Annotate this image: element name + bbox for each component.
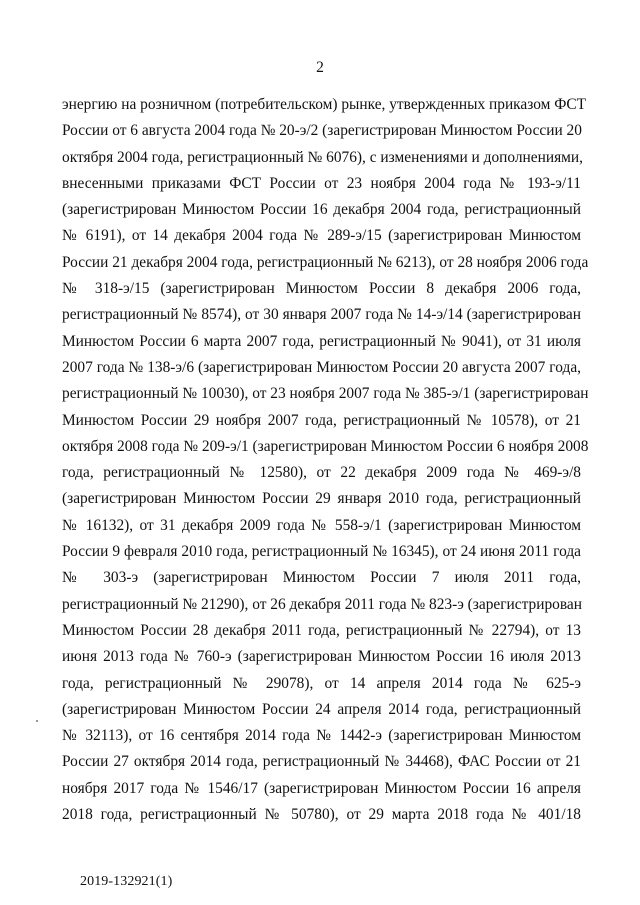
text-line: октября 2008 года № 209-э/1 (зарегистрирован Минюстом России 6 ноября 2008 bbox=[62, 437, 589, 455]
text-line: регистрационный № 8574), от 30 января 2007 года № 14-э/14 (зарегистрирован bbox=[62, 306, 581, 324]
text-line: регистрационный № 10030), от 23 ноября 2007 года № 385-э/1 (зарегистрирован bbox=[62, 385, 589, 403]
text-line: Минюстом России 28 декабря 2011 года, регистрационный № 22794), от 13 bbox=[62, 621, 581, 639]
text-line: ноября 2017 года № 1546/17 (зарегистрирован Минюстом России 16 апреля bbox=[62, 779, 581, 797]
text-line: 2007 года № 138-э/6 (зарегистрирован Минюстом России 20 августа 2007 года, bbox=[62, 358, 581, 376]
text-line: (зарегистрирован Минюстом России 24 апреля 2014 года, регистрационный bbox=[62, 700, 581, 718]
text-line: года, регистрационный № 29078), от 14 апреля 2014 года № 625-э bbox=[62, 674, 581, 692]
text-line: энергию на розничном (потребительском) рынке, утвержденных приказом ФСТ bbox=[62, 96, 587, 113]
text-line: № 318-э/15 (зарегистрирован Минюстом России 8 декабря 2006 года, bbox=[62, 280, 581, 298]
text-line: № 16132), от 31 декабря 2009 года № 558-э/1 (зарегистрирован Минюстом bbox=[62, 516, 581, 534]
text-line: России 27 октября 2014 года, регистрационный № 34468), ФАС России от 21 bbox=[62, 753, 581, 771]
text-line: июня 2013 года № 760-э (зарегистрирован Минюстом России 16 июля 2013 bbox=[62, 648, 581, 666]
text-line: 2018 года, регистрационный № 50780), от 29 марта 2018 года № 401/18 bbox=[62, 806, 581, 824]
text-line: регистрационный № 21290), от 26 декабря 2011 года № 823-э (зарегистрирован bbox=[62, 595, 582, 613]
scan-speck bbox=[36, 720, 38, 722]
text-line: России 9 февраля 2010 года, регистрационный № 16345), от 24 июня 2011 года bbox=[62, 543, 581, 561]
text-line: Минюстом России 29 ноября 2007 года, регистрационный № 10578), от 21 bbox=[62, 411, 581, 429]
text-line: № 303-э (зарегистрирован Минюстом России 7 июля 2011 года, bbox=[62, 569, 581, 587]
text-line: (зарегистрирован Минюстом России 29 января 2010 года, регистрационный bbox=[62, 490, 581, 508]
text-line: Минюстом России 6 марта 2007 года, регистрационный № 9041), от 31 июля bbox=[62, 332, 581, 350]
text-line: внесенными приказами ФСТ России от 23 ноября 2004 года № 193-э/11 bbox=[62, 174, 581, 192]
text-line: № 6191), от 14 декабря 2004 года № 289-э/15 (зарегистрирован Минюстом bbox=[62, 227, 581, 245]
footer-document-code: 2019-132921(1) bbox=[80, 874, 173, 889]
text-line: года, регистрационный № 12580), от 22 декабря 2009 года № 469-э/8 bbox=[62, 464, 581, 482]
text-line: России 21 декабря 2004 года, регистрационный № 6213), от 28 ноября 2006 года bbox=[62, 253, 589, 271]
text-line: № 32113), от 16 сентября 2014 года № 1442-э (зарегистрирован Минюстом bbox=[62, 727, 581, 745]
page-number: 2 bbox=[316, 59, 324, 76]
text-line: (зарегистрирован Минюстом России 16 декабря 2004 года, регистрационный bbox=[62, 201, 581, 219]
text-line: октября 2004 года, регистрационный № 6076), с изменениями и дополнениями, bbox=[62, 148, 583, 166]
body-text bbox=[62, 92, 589, 828]
text-line: России от 6 августа 2004 года № 20-э/2 (зарегистрирован Минюстом России 20 bbox=[62, 122, 582, 140]
